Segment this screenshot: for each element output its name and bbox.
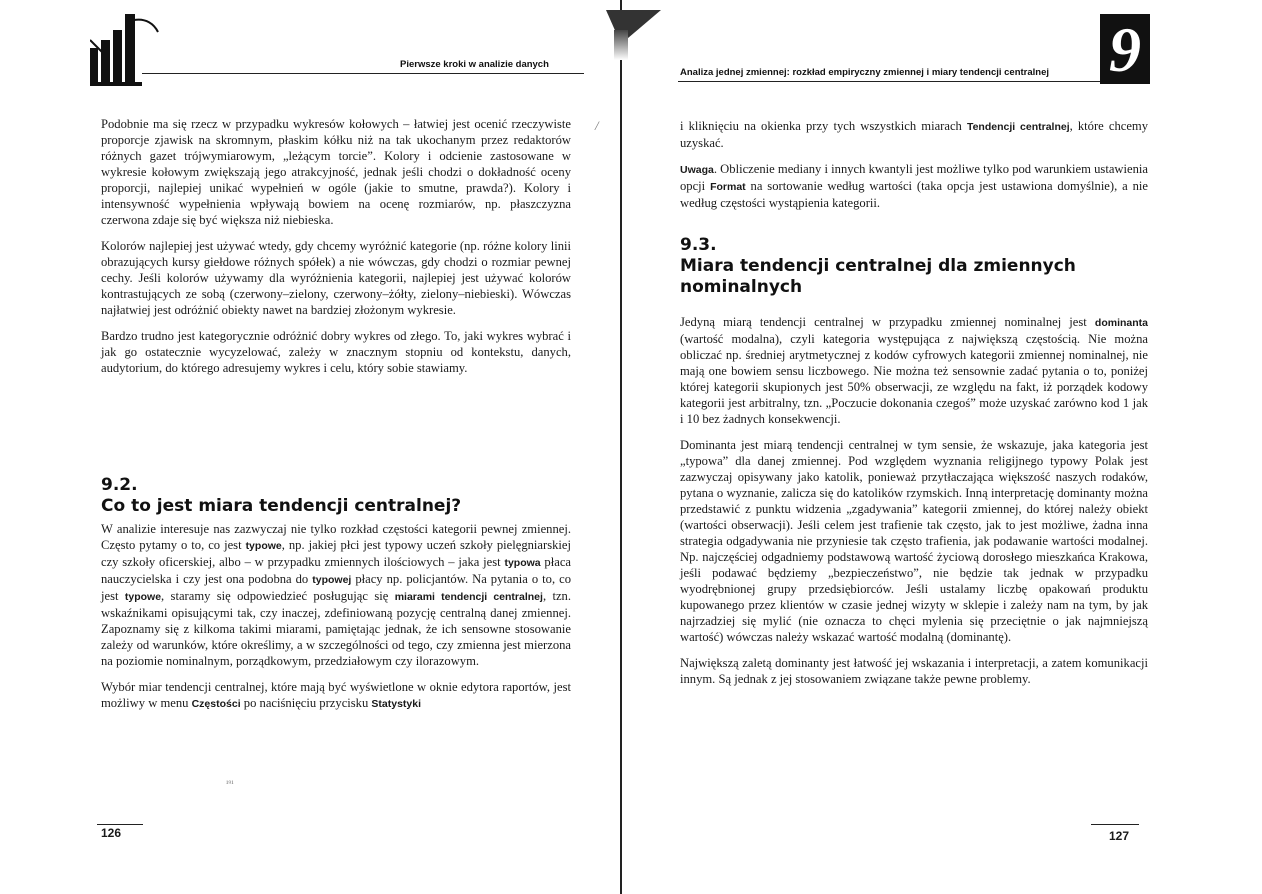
keyword: typowej: [312, 574, 352, 586]
stray-mark: ¹⁹¹: [226, 779, 234, 788]
paragraph: Największą zaletą dominanty jest łatwość jej wskazania i interpretacji, a zatem komunikacji innym. Są jednak z jej stosowaniem związane także pewne problemy.: [680, 656, 1148, 686]
paragraph: Uwaga. Obliczenie mediany i innych kwantyli jest możliwe tylko pod warunkiem ustawienia opcji Format na sortowanie według wartości (taka opcja jest ustawiona domyślnie), a nie według częstości wystąpienia kategorii.: [680, 162, 1148, 210]
page-number-rule: [97, 824, 143, 825]
section-title: Miara tendencji centralnej dla zmiennych nominalnych: [680, 256, 1076, 297]
paragraph: Kolorów najlepiej jest używać wtedy, gdy chcemy wyróżnić kategorie (np. różne kolory linii obrazujących kursy giełdowe różnych spółek) a nie wówczas, gdy chodzi o rozmiar pewnej cechy. Jeśli kolorów używamy dla wyróżnienia kategorii, najlepiej jest używać kolorów kontrastujących ze sobą (czerwony–zielony, czerwony–żółty, zielony–niebieski). Wówczas najłatwiej jest odróżnić obiekty nawet na bardziej złożonym wykresie.: [101, 239, 571, 317]
paragraph: W analizie interesuje nas zazwyczaj nie tylko rozkład częstości kategorii pewnej zmiennej. Często pytamy o to, co jest typowe, np. jakiej płci jest typowy uczeń szkoły pielęgniarskiej czy szkoły oficerskiej, albo – w przypadku zmiennych ilościowych – jaka jest typowa płaca nauczycielska i czy jest ona podobna do typowej płacy np. policjantów. Na pytania o to, co jest typowe, staramy się odpowiedzieć posługując się miarami tendencji centralnej, tzn. wskaźnikami opisującymi tak, czy inaczej, zdefiniowaną pozycję centralną danej zmiennej. Zapoznamy się z kilkoma takimi miarami, pamiętając jednak, że ich sensowne stosowanie zależy od warunków, które określimy, a w szczególności od tego, czy zmienna jest mierzona na poziomie nominalnym, porządkowym, przedziałowym czy ilorazowym.: [101, 522, 571, 668]
keyword: dominanta: [1094, 317, 1148, 329]
paragraph: Wybór miar tendencji centralnej, które mają być wyświetlone w oknie edytora raportów, jest możliwy w menu Częstości po naciśnięciu przycisku Statystyki: [101, 680, 571, 710]
keyword: typowe: [124, 591, 162, 603]
section-heading: [680, 235, 1148, 298]
keyword: Statystyki: [371, 698, 422, 710]
paragraph: Dominanta jest miarą tendencji centralnej w tym sensie, że wskazuje, jaka kategoria jest „typowa” dla danej zmiennej. Pod względem wyznania religijnego typowy Polak jest zazwyczaj opisywany jako katolik, ponieważ przytłaczająca większość naszych rodaków, pytana o wyznanie, zalicza się do katolików rzymskich. Inną interpretację dominanty można przedstawić z punktu widzenia „zgadywania” kategorii zmiennej, do której należy obiekt (wartości obserwacji). Jeśli celem jest trafienie tak często, jak to jest możliwe, żadna inna strategia odgadywania nie przyniesie tak często trafienia, jak podawanie wartości modalnej. Np. najczęściej odgadniemy podstawową wartość życiową dorosłego mieszkańca Krakowa, jeśli podawać będziemy „bezpieczeństwo”, nie będzie tak jednak w przypadku wyodrębnionej grupy przedsiębiorców. Jeśli ustalamy liczbę opakowań produktu kupowanego przez klientów w czasie jednej wizyty w sklepie i zależy nam na tym, by jak najrzadziej się mylić (nie oznacza to chęci mylenia się przeciętnie o jak najmniejszą wartość) wówczas należy wskazać wartość modalną (dominantę).: [680, 438, 1148, 644]
keyword: Tendencji centralnej: [966, 121, 1070, 133]
paragraph: Bardzo trudno jest kategorycznie odróżnić dobry wykres od złego. To, jaki wykres wybrać i jak go ostatecznie wycyzelować, zależy w znacznym stopniu od kontekstu, danych, audytorium, do którego adresujemy wykres i celu, który sobie stawiamy.: [101, 329, 571, 375]
keyword: typowe: [245, 540, 282, 552]
book-logo-icon: [90, 10, 170, 90]
body-text: [101, 116, 571, 386]
chapter-number: 9: [1109, 14, 1141, 85]
body-text: [680, 118, 1148, 221]
page-number-rule: [1091, 824, 1139, 825]
left-page: [0, 0, 620, 894]
section-number: 9.2.: [101, 475, 138, 495]
paragraph: Podobnie ma się rzecz w przypadku wykresów kołowych – łatwiej jest ocenić rzeczywiste proporcje zjawisk na skromnym, płaskim kółku niż na tak ukochanym przez redaktorów różnych gazet trójwymiarowym, „leżącym torcie”. Kolory i odcienie zastosowane w wykresie kołowym zwiększają jego atrakcyjność, jednak jeśli chodzi o dokładność oceny proporcji, najlepiej unikać wypełnień w ogóle (jakie to smutne, prawda?). Kolory i intensywność wypełnienia wpływają bowiem na ocenę rozmiarów, np. płaszczyzna czerwona zdaje się być większa niż niebieska.: [101, 117, 571, 227]
right-page: [595, 0, 1262, 894]
keyword: miarami tendencji centralnej: [394, 591, 543, 603]
keyword: typowa: [504, 557, 541, 569]
section-title: Co to jest miara tendencji centralnej?: [101, 496, 462, 516]
section-number: 9.3.: [680, 235, 717, 255]
running-head: Analiza jednej zmiennej: rozkład empiryczny zmiennej i miary tendencji centralnej: [680, 67, 1050, 78]
paragraph: Jedyną miarą tendencji centralnej w przypadku zmiennej nominalnej jest dominanta (wartość modalna), czyli kategoria występująca z największą częstością. Nie można obliczać np. średniej arytmetycznej z kodów cyfrowych kategorii zmiennej nominalnej, nie mają one bowiem sensu liczbowego. Nie można też sensownie zadać pytania o to, poniżej której kategorii skupionych jest 50% obserwacji, ze względu na fakt, iż porządek kodowy kategorii jest arbitralny, tzn. „Poczucie dokonania czegoś” może uzyskać zarówno kod 1 jak i 10 bez żadnych konsekwencji.: [680, 315, 1148, 426]
keyword: Uwaga: [680, 164, 714, 176]
header-rule: [142, 73, 584, 74]
book-gutter: [620, 0, 622, 894]
keyword: Częstości: [191, 698, 241, 710]
stray-mark: /: [595, 118, 599, 133]
running-head: Pierwsze kroki w analizie danych: [400, 59, 549, 70]
paragraph: i kliknięciu na okienka przy tych wszystkich miarach Tendencji centralnej, które chcemy uzyskać.: [680, 119, 1149, 150]
section-body: [101, 521, 571, 722]
page-number: 126: [101, 826, 122, 840]
section-body: [680, 314, 1148, 697]
page-number: 127: [1109, 829, 1130, 843]
keyword: Format: [710, 181, 746, 193]
header-rule: [678, 81, 1100, 82]
section-heading: [101, 475, 571, 517]
